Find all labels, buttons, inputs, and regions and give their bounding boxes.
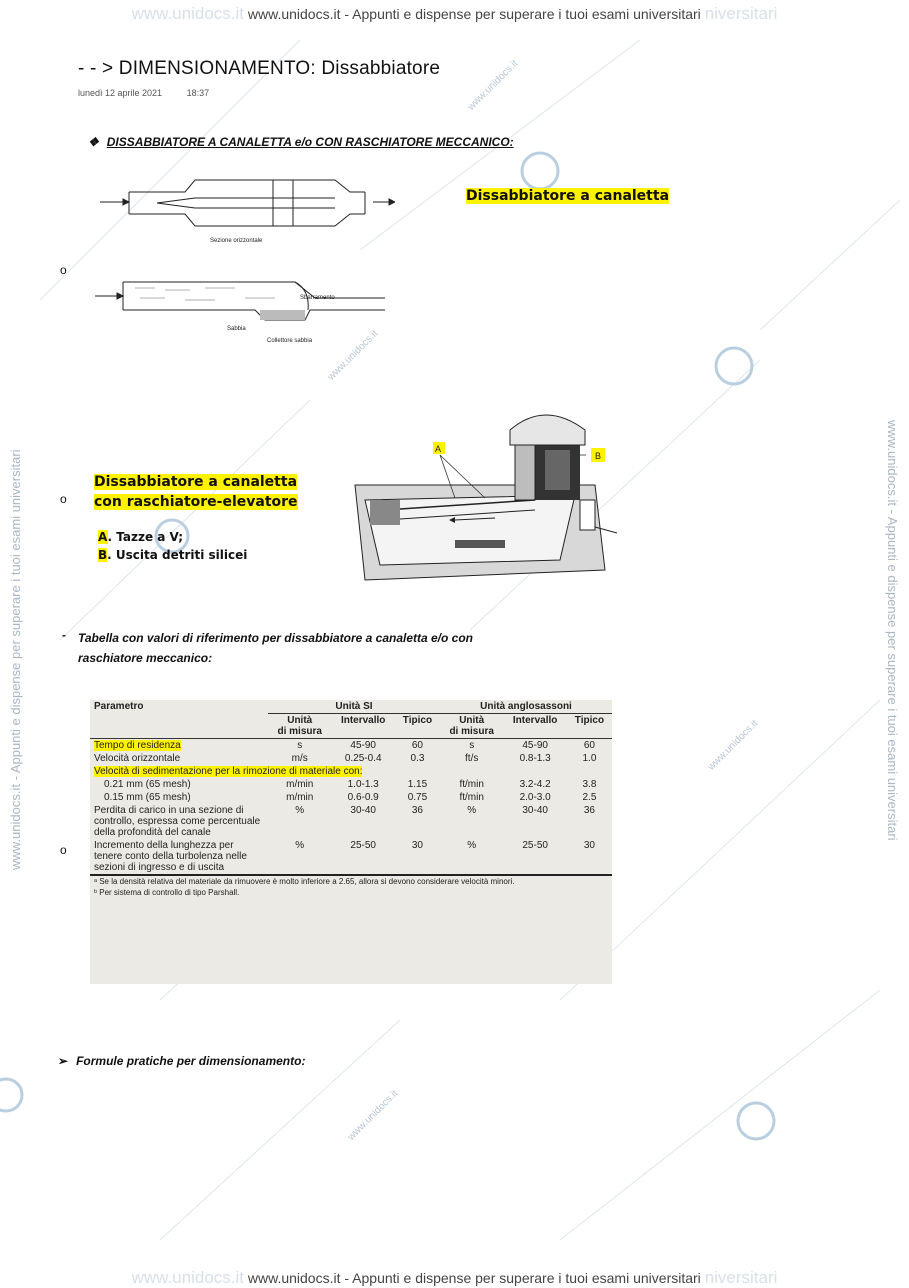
header-unita-anglosassoni: Unità anglosassoni	[480, 701, 572, 712]
watermark-diag: www.unidocs.it	[705, 718, 761, 773]
page-title: - - > DIMENSIONAMENTO: Dissabbiatore	[78, 58, 441, 79]
plan-view-diagram	[95, 170, 395, 250]
table-group-header	[90, 700, 612, 714]
watermark-bottom-text: www.unidocs.it - Appunti e dispense per superare i tuoi esami universitari	[247, 1270, 701, 1286]
label-canaletta: Dissabbiatore a canaletta	[466, 188, 670, 204]
legend-item-a: A. Tazze a V;	[98, 530, 184, 544]
bullet-o: o	[60, 843, 67, 857]
watermark-top-text: www.unidocs.it - Appunti e dispense per superare i tuoi esami universitari	[247, 6, 701, 22]
label-raschiatore	[94, 472, 298, 512]
bullet-o: o	[60, 492, 67, 506]
watermark-side-left: www.unidocs.it - Appunti e dispense per superare i tuoi esami universitari	[8, 449, 23, 870]
page-date: lunedì 12 aprile 2021	[78, 88, 163, 98]
plan-caption: Sezione orizzontale	[210, 238, 263, 244]
header-parametro: Parametro	[94, 701, 144, 712]
table-row: Tempo di residenza s 45-90 60 s 45-90 60	[94, 740, 595, 751]
legend-item-b: B. Uscita detriti silicei	[98, 548, 248, 562]
raschiatore-illustration	[345, 400, 620, 585]
table-row: Perdita di carico in una sezione di controllo, espressa come percentuale della profondità del canale % 30-40 36 % 30-40 36	[94, 805, 595, 838]
watermark-side-right: www.unidocs.it - Appunti e dispense per superare i tuoi esami universitari	[885, 420, 900, 841]
table-intro-line1: Tabella con valori di riferimento per dissabbiatore a canaletta e/o con	[78, 631, 474, 645]
page-meta	[78, 88, 209, 98]
legend-list	[98, 528, 247, 564]
reference-table-scan	[90, 700, 612, 984]
diamond-bullet-icon: ❖	[88, 135, 99, 149]
figure-label-b: B	[595, 451, 602, 461]
figure-label-a: A	[435, 444, 442, 454]
table-footnote: ᵃ Se la densità relativa del materiale da rimuovere è molto inferiore a 2.65, allora si devono considerare velocità minori.	[94, 877, 515, 886]
watermark-faint-left: www.unidocs.it	[131, 4, 244, 23]
header-unita-si: Unità SI	[335, 701, 373, 712]
table-row: Velocità orizzontale m/s 0.25-0.4 0.3 ft/s 0.8-1.3 1.0	[94, 753, 597, 764]
table-footnote: ᵇ Per sistema di controllo di tipo Parshall.	[94, 888, 240, 897]
bullet-o: o	[60, 263, 67, 277]
watermark-diag: www.unidocs.it	[345, 1088, 401, 1143]
table-row: Velocità di sedimentazione per la rimozione di materiale con:	[94, 766, 363, 777]
sand-deposit	[260, 310, 305, 320]
watermark-bottom: www.unidocs.it www.unidocs.it - Appunti e dispense per superare i tuoi esami universitari niversitari	[131, 1268, 778, 1287]
table-intro-line2: raschiatore meccanico:	[78, 651, 213, 665]
section-heading-text: DISSABBIATORE A CANALETTA e/o CON RASCHIATORE MECCANICO:	[106, 135, 514, 149]
arrow-bullet-icon: ➢	[58, 1054, 69, 1068]
section-diagram	[95, 270, 395, 350]
label-raschiatore-line1: Dissabbiatore a canaletta	[94, 474, 298, 490]
label-sbarramento: Sbarramento	[300, 295, 335, 301]
watermark-diag: www.unidocs.it	[465, 58, 521, 113]
reference-table	[90, 700, 612, 898]
label-sabbia: Sabbia	[227, 326, 246, 332]
table-col-header: Unità di misura Intervallo Tipico Unità di misura Intervallo Tipico	[90, 714, 612, 739]
table-intro-dash: -	[62, 628, 66, 642]
table-row: 0.15 mm (65 mesh) m/min 0.6-0.9 0.75 ft/min 2.0-3.0 2.5	[104, 792, 597, 803]
table-intro	[78, 628, 473, 668]
watermark-diag: www.unidocs.it	[325, 328, 381, 383]
page-time: 18:37	[186, 88, 210, 98]
table-row: Incremento della lunghezza per tenere conto della turbolenza nelle sezioni di ingresso e di uscita % 25-50 30 % 25-50 30	[90, 839, 612, 875]
section-heading	[88, 135, 514, 149]
label-collettore: Collettore sabbia	[267, 338, 313, 344]
watermark-faint-right: niversitari	[704, 4, 778, 23]
section-formule-text: Formule pratiche per dimensionamento:	[76, 1054, 306, 1068]
table-row: 0.21 mm (65 mesh) m/min 1.0-1.3 1.15 ft/min 3.2-4.2 3.8	[104, 779, 597, 790]
label-raschiatore-line2: con raschiatore-elevatore	[94, 494, 298, 510]
section-formule	[58, 1054, 305, 1068]
